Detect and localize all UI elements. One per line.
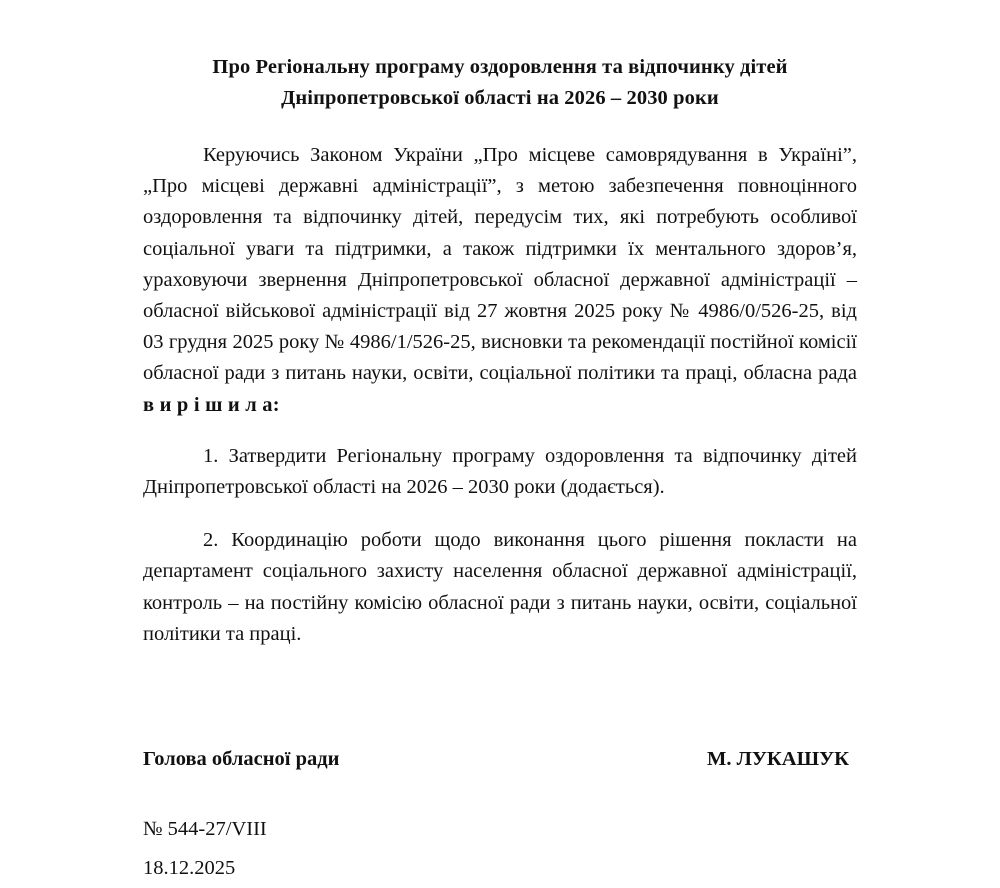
decision-number: № 544-27/VIII xyxy=(143,818,267,841)
page-title xyxy=(143,52,857,114)
page-title-line-1: Про Регіональну програму оздоровлення та відпочинку дітей xyxy=(212,56,788,78)
document-body xyxy=(143,140,857,650)
preamble-paragraph xyxy=(143,140,857,421)
spacer xyxy=(143,421,857,441)
document-content xyxy=(143,0,857,888)
preamble-text: Керуючись Законом України „Про місцеве самоврядування в Україні”, „Про місцеві державні адміністрації”, з метою забезпечення повноцінного оздоровлення та відпочинку дітей, передусім тих, які потребують особливої соціальної уваги та підтримки, а також підтримки їх ментального здоров’я, ураховуючи звернення Дніпропетровської обласної державної адміністрації – обласної військової адміністрації від 27 жовтня 2025 року № 4986/0/526-25, від 03 грудня 2025 року № 4986/1/526-25, висновки та рекомендації постійної комісії обласної ради з питань науки, освіти, соціальної політики та праці, обласна рада xyxy=(143,144,857,385)
resolution-keyword: в и р і ш и л а: xyxy=(143,393,280,416)
page-title-line-2: Дніпропетровської області на 2026 – 2030 роки xyxy=(281,87,719,109)
clause-2: 2. Координацію роботи щодо виконання цього рішення покласти на департамент соціального захисту населення обласної державної адміністрації, контроль – на постійну комісію обласної ради з питань науки, освіти, соціальної політики та праці. xyxy=(143,529,857,645)
signature-block xyxy=(143,746,857,772)
signatory-role: Голова обласної ради xyxy=(143,748,340,771)
clause-1: 1. Затвердити Регіональну програму оздоровлення та відпочинку дітей Дніпропетровської області на 2026 – 2030 роки (додається). xyxy=(143,444,857,499)
decision-date: 18.12.2025 xyxy=(143,857,236,880)
spacer xyxy=(143,503,857,525)
document-footer xyxy=(143,810,857,888)
signatory-name: М. ЛУКАШУК xyxy=(706,748,849,771)
